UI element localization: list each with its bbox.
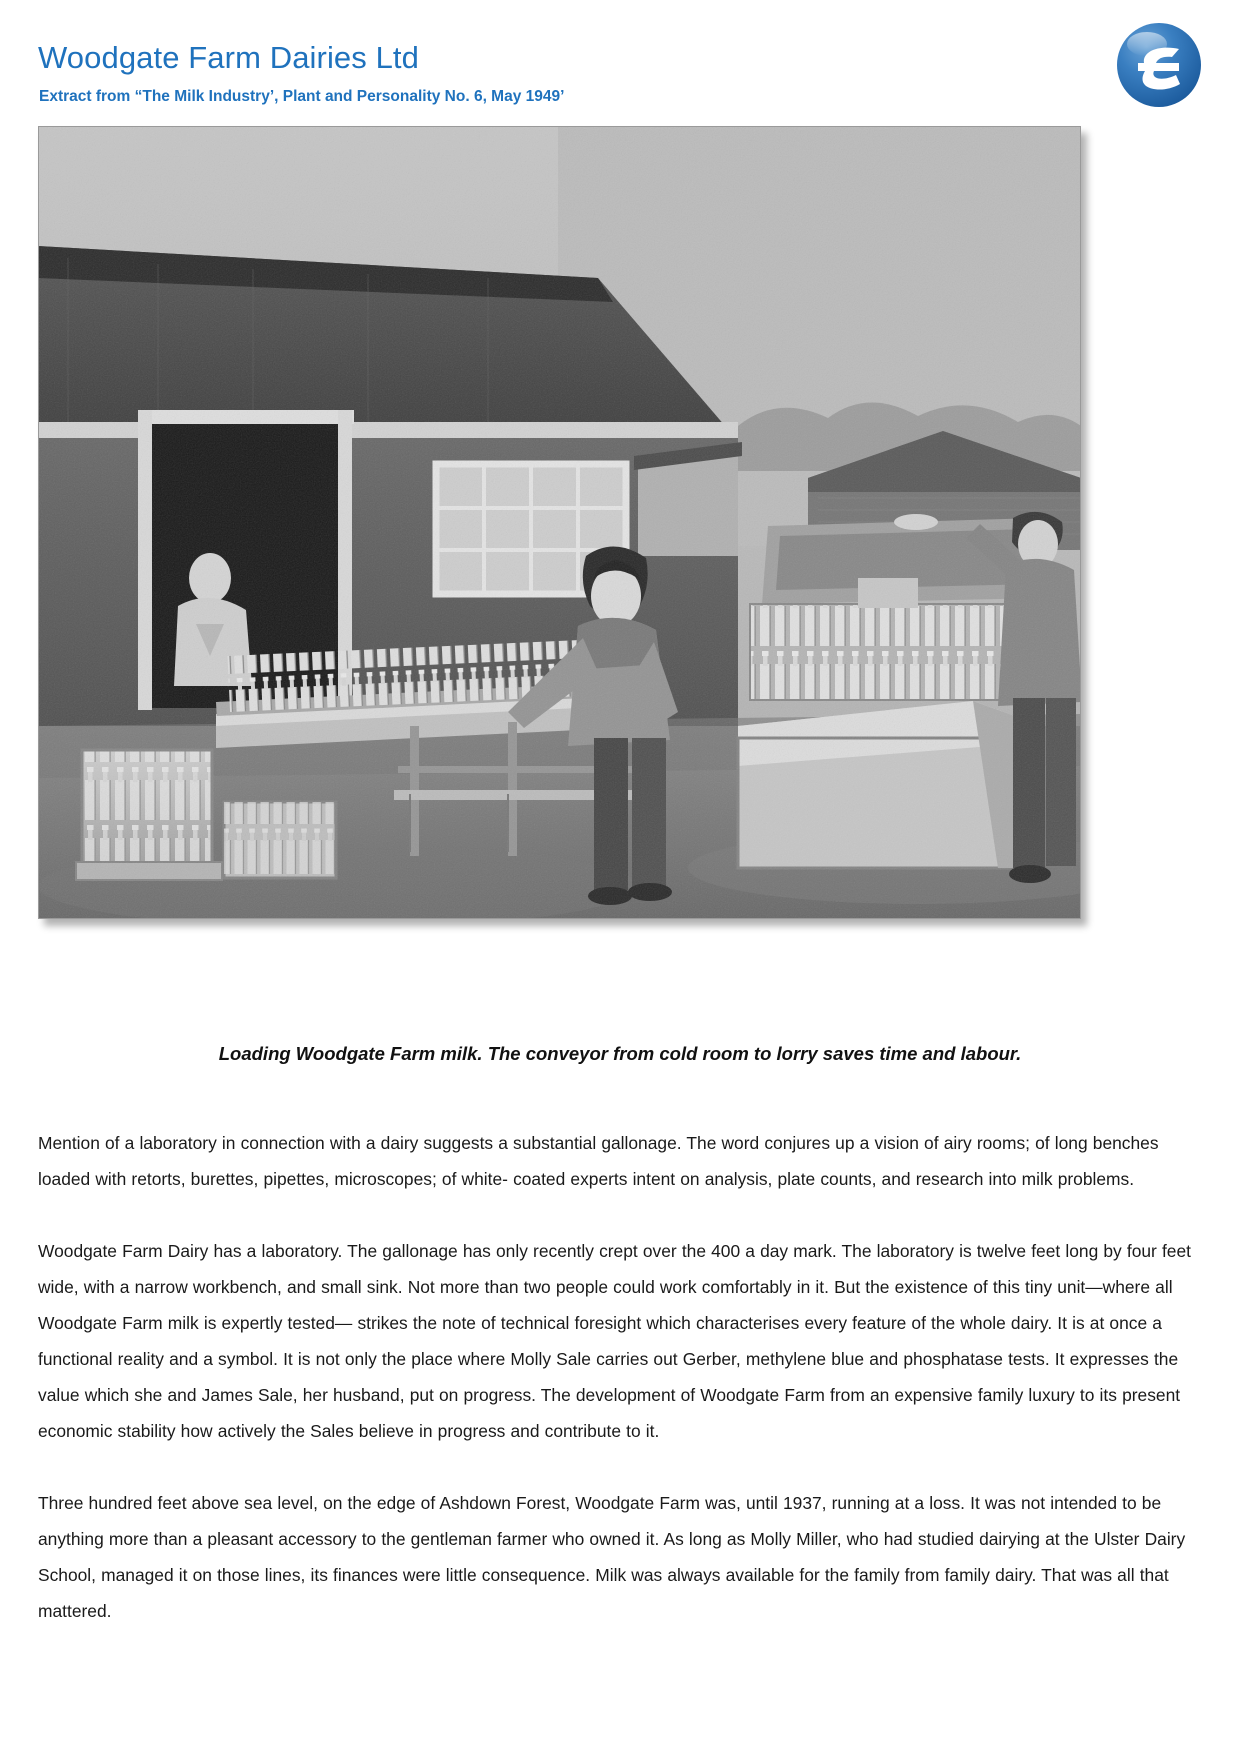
article-body [38, 1125, 1206, 1629]
logo-e-icon [1116, 22, 1202, 108]
photo-caption: Loading Woodgate Farm milk. The conveyor from cold room to lorry saves time and labour. [218, 1043, 1022, 1064]
body-paragraph: Three hundred feet above sea level, on the edge of Ashdown Forest, Woodgate Farm was, until 1937, running at a loss. It was not intended to be anything more than a pleasant accessory to the gentleman farmer who owned it. As long as Molly Miller, who had studied dairying at the Ulster Dairy School, managed it on those lines, its finances were little consequence. Milk was always available for the family from family dairy. That was all that mattered. [38, 1493, 1186, 1621]
page-subtitle: Extract from “The Milk Industry’, Plant and Personality No. 6, May 1949’ [39, 88, 565, 105]
document-header [0, 0, 1240, 120]
body-paragraph: Mention of a laboratory in connection with a dairy suggests a substantial gallonage. The word conjures up a vision of airy rooms; of long benches loaded with retorts, burettes, pipettes, microscopes; of white- coated experts intent on analysis, plate counts, and research into milk problems. [38, 1133, 1159, 1189]
dairy-loading-photo-illustration [38, 126, 1081, 919]
body-paragraph: Woodgate Farm Dairy has a laboratory. The gallonage has only recently crept over the 400 a day mark. The laboratory is twelve feet long by four feet wide, with a narrow workbench, and small sink. Not more than two people could work comfortably in it. But the existence of this tiny unit—where all Woodgate Farm milk is expertly tested— strikes the note of technical foresight which characterises every feature of the whole dairy. It is at once a functional reality and a symbol. It is not only the place where Molly Sale carries out Gerber, methylene blue and phosphatase tests. It expresses the value which she and James Sale, her husband, put on progress. The development of Woodgate Farm from an expensive family luxury to its present economic stability how actively the Sales believe in progress and contribute to it. [38, 1241, 1191, 1441]
article-photo [38, 126, 1081, 919]
company-logo [1116, 22, 1202, 108]
page-title: Woodgate Farm Dairies Ltd [38, 40, 419, 75]
